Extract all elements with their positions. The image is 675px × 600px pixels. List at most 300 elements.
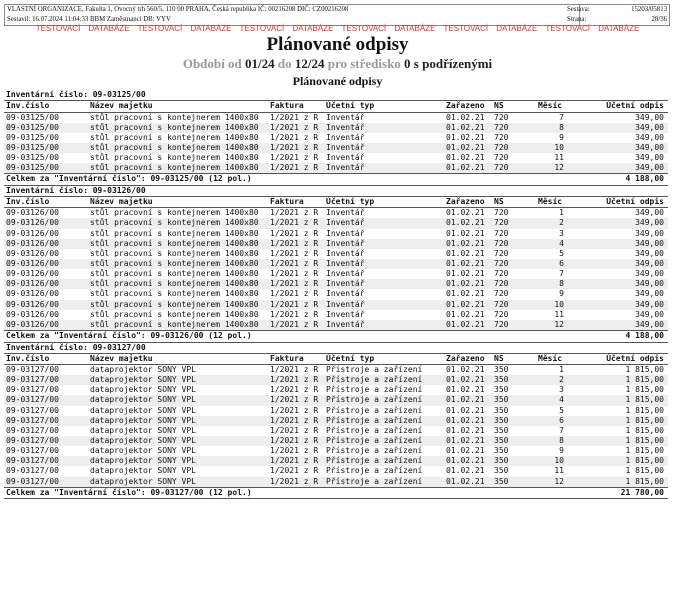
table-header [4, 353, 668, 366]
group-label: Inventární číslo: 09-03127/00 [6, 342, 146, 352]
header-right [567, 5, 667, 24]
depreciation-amount-cell: 1 815,00 [625, 476, 664, 486]
column-header: Inv.číslo [6, 353, 50, 363]
depreciation-amount-cell: 349,00 [635, 319, 664, 329]
asset-group [4, 343, 668, 500]
accounting-type-cell: Přístroje a zařízení [326, 415, 423, 425]
month-cell: 10 [554, 142, 564, 152]
asset-name-cell: stůl pracovní s kontejnerem 1400x80 [90, 122, 259, 132]
invoice-cell: 1/2021 z R [270, 375, 319, 385]
cost-center-code-cell: 720 [494, 142, 509, 152]
group-total-label: Celkem za "Inventární číslo": 09-03126/00 (12 pol.) [6, 331, 252, 341]
invoice-cell: 1/2021 z R [270, 395, 319, 405]
month-cell: 11 [554, 153, 564, 163]
cost-center-code-cell: 350 [494, 446, 509, 456]
cost-center-code-cell: 720 [494, 319, 509, 329]
placed-date-cell: 01.02.21 [446, 309, 485, 319]
column-header: Zařazeno [446, 101, 485, 110]
asset-name-cell: stůl pracovní s kontejnerem 1400x80 [90, 153, 259, 163]
month-cell: 6 [559, 415, 564, 425]
cost-center-code-cell: 720 [494, 259, 509, 269]
depreciation-amount-cell: 349,00 [635, 248, 664, 258]
asset-name-cell: dataprojektor SONY VPL [90, 456, 196, 466]
inv-number-cell: 09-03125/00 [6, 122, 59, 132]
month-cell: 7 [559, 112, 564, 122]
group-total-row [4, 174, 668, 186]
accounting-type-cell: Přístroje a zařízení [326, 466, 423, 476]
asset-name-cell: dataprojektor SONY VPL [90, 395, 196, 405]
table-row [4, 239, 668, 249]
cost-center-code-cell: 350 [494, 375, 509, 385]
depreciation-amount-cell: 1 815,00 [625, 405, 664, 415]
inv-number-cell: 09-03126/00 [6, 299, 59, 309]
inv-number-cell: 09-03127/00 [6, 466, 59, 476]
table-row [4, 320, 668, 330]
invoice-cell: 1/2021 z R [270, 238, 319, 248]
month-cell: 9 [559, 289, 564, 299]
invoice-cell: 1/2021 z R [270, 259, 319, 269]
invoice-cell: 1/2021 z R [270, 163, 319, 173]
placed-date-cell: 01.02.21 [446, 319, 485, 329]
report-header [4, 4, 670, 26]
placed-date-cell: 01.02.21 [446, 436, 485, 446]
asset-name-cell: stůl pracovní s kontejnerem 1400x80 [90, 238, 259, 248]
accounting-type-cell: Inventář [326, 248, 365, 258]
cost-center-code-cell: 350 [494, 476, 509, 486]
report-period [0, 56, 675, 72]
placed-date-cell: 01.02.21 [446, 446, 485, 456]
table-row [4, 218, 668, 228]
accounting-type-cell: Přístroje a zařízení [326, 395, 423, 405]
depreciation-amount-cell: 349,00 [635, 142, 664, 152]
invoice-cell: 1/2021 z R [270, 365, 319, 375]
period-text-2: do [274, 56, 295, 71]
accounting-type-cell: Přístroje a zařízení [326, 436, 423, 446]
accounting-type-cell: Inventář [326, 163, 365, 173]
placed-date-cell: 01.02.21 [446, 132, 485, 142]
asset-name-cell: stůl pracovní s kontejnerem 1400x80 [90, 208, 259, 218]
month-cell: 4 [559, 395, 564, 405]
accounting-type-cell: Inventář [326, 309, 365, 319]
column-header: Faktura [270, 353, 304, 363]
accounting-type-cell: Přístroje a zařízení [326, 425, 423, 435]
cost-center-code-cell: 720 [494, 289, 509, 299]
asset-group [4, 90, 668, 186]
table-row [4, 113, 668, 123]
cost-center-code-cell: 350 [494, 456, 509, 466]
column-header: Inv.číslo [6, 196, 50, 206]
invoice-cell: 1/2021 z R [270, 208, 319, 218]
invoice-cell: 1/2021 z R [270, 476, 319, 486]
accounting-type-cell: Přístroje a zařízení [326, 446, 423, 456]
month-cell: 8 [559, 436, 564, 446]
group-label: Inventární číslo: 09-03125/00 [6, 90, 146, 99]
cost-center-code-cell: 350 [494, 466, 509, 476]
accounting-type-cell: Inventář [326, 299, 365, 309]
month-cell: 9 [559, 132, 564, 142]
inv-number-cell: 09-03126/00 [6, 289, 59, 299]
table-row [4, 406, 668, 416]
column-header: Měsíc [538, 196, 563, 206]
table-row [4, 153, 668, 163]
cost-center-code-cell: 720 [494, 218, 509, 228]
table-body [4, 208, 668, 331]
asset-name-cell: stůl pracovní s kontejnerem 1400x80 [90, 259, 259, 269]
month-cell: 12 [554, 163, 564, 173]
invoice-cell: 1/2021 z R [270, 299, 319, 309]
period-text-1: Období od [182, 56, 245, 71]
asset-name-cell: stůl pracovní s kontejnerem 1400x80 [90, 299, 259, 309]
accounting-type-cell: Inventář [326, 228, 365, 238]
placed-date-cell: 01.02.21 [446, 425, 485, 435]
table-row [4, 446, 668, 456]
month-cell: 12 [554, 476, 564, 486]
table-row [4, 416, 668, 426]
invoice-cell: 1/2021 z R [270, 456, 319, 466]
invoice-cell: 1/2021 z R [270, 446, 319, 456]
table-header [4, 100, 668, 113]
depreciation-amount-cell: 1 815,00 [625, 466, 664, 476]
table-row [4, 259, 668, 269]
table-row [4, 279, 668, 289]
invoice-cell: 1/2021 z R [270, 112, 319, 122]
asset-name-cell: dataprojektor SONY VPL [90, 476, 196, 486]
cost-center-code-cell: 350 [494, 365, 509, 375]
column-header: Inv.číslo [6, 101, 50, 110]
group-total-amount: 4 188,00 [625, 331, 664, 341]
column-header: Účetní odpis [606, 101, 664, 110]
table-row [4, 208, 668, 218]
placed-date-cell: 01.02.21 [446, 122, 485, 132]
month-cell: 3 [559, 228, 564, 238]
invoice-cell: 1/2021 z R [270, 122, 319, 132]
column-header: Faktura [270, 101, 304, 110]
table-row [4, 289, 668, 299]
asset-name-cell: stůl pracovní s kontejnerem 1400x80 [90, 132, 259, 142]
column-header: NS [494, 196, 504, 206]
asset-name-cell: dataprojektor SONY VPL [90, 365, 196, 375]
inv-number-cell: 09-03125/00 [6, 132, 59, 142]
placed-date-cell: 01.02.21 [446, 289, 485, 299]
invoice-cell: 1/2021 z R [270, 289, 319, 299]
asset-name-cell: stůl pracovní s kontejnerem 1400x80 [90, 309, 259, 319]
report-body [4, 90, 668, 499]
depreciation-amount-cell: 349,00 [635, 112, 664, 122]
table-body [4, 113, 668, 175]
placed-date-cell: 01.02.21 [446, 375, 485, 385]
month-cell: 7 [559, 269, 564, 279]
placed-date-cell: 01.02.21 [446, 405, 485, 415]
column-header: Měsíc [538, 101, 563, 110]
month-cell: 8 [559, 279, 564, 289]
depreciation-amount-cell: 349,00 [635, 153, 664, 163]
table-row [4, 436, 668, 446]
test-database-banner: TESTOVACÍ DATABÁZE TESTOVACÍ DATABÁZE TESTOVACÍ DATABÁZE TESTOVACÍ DATABÁZE TESTOVACÍ DATABÁZE TESTOVACÍ DATABÁZE [35, 24, 640, 33]
depreciation-amount-cell: 349,00 [635, 289, 664, 299]
month-cell: 6 [559, 259, 564, 269]
inv-number-cell: 09-03127/00 [6, 456, 59, 466]
month-cell: 11 [554, 309, 564, 319]
accounting-type-cell: Přístroje a zařízení [326, 456, 423, 466]
inv-number-cell: 09-03127/00 [6, 375, 59, 385]
inv-number-cell: 09-03125/00 [6, 142, 59, 152]
cost-center-code-cell: 720 [494, 163, 509, 173]
depreciation-amount-cell: 349,00 [635, 269, 664, 279]
month-cell: 11 [554, 466, 564, 476]
depreciation-amount-cell: 349,00 [635, 279, 664, 289]
inv-number-cell: 09-03126/00 [6, 238, 59, 248]
table-header [4, 196, 668, 209]
group-label: Inventární číslo: 09-03126/00 [6, 185, 146, 195]
depreciation-amount-cell: 349,00 [635, 132, 664, 142]
table-body [4, 365, 668, 488]
asset-name-cell: stůl pracovní s kontejnerem 1400x80 [90, 228, 259, 238]
period-text-3: pro středisko [324, 56, 405, 71]
table-row [4, 143, 668, 153]
period-to: 12/24 [294, 56, 325, 71]
sestava-value: 15203/05813 [631, 6, 667, 13]
table-row [4, 456, 668, 466]
table-row [4, 249, 668, 259]
asset-name-cell: stůl pracovní s kontejnerem 1400x80 [90, 289, 259, 299]
depreciation-amount-cell: 1 815,00 [625, 446, 664, 456]
placed-date-cell: 01.02.21 [446, 385, 485, 395]
group-total-amount: 21 780,00 [620, 487, 664, 497]
accounting-type-cell: Inventář [326, 142, 365, 152]
depreciation-amount-cell: 349,00 [635, 163, 664, 173]
placed-date-cell: 01.02.21 [446, 395, 485, 405]
month-cell: 9 [559, 446, 564, 456]
header-left [7, 5, 348, 24]
month-cell: 7 [559, 425, 564, 435]
asset-name-cell: stůl pracovní s kontejnerem 1400x80 [90, 269, 259, 279]
placed-date-cell: 01.02.21 [446, 208, 485, 218]
depreciation-amount-cell: 1 815,00 [625, 456, 664, 466]
asset-name-cell: dataprojektor SONY VPL [90, 446, 196, 456]
asset-name-cell: dataprojektor SONY VPL [90, 375, 196, 385]
placed-date-cell: 01.02.21 [446, 238, 485, 248]
depreciation-amount-cell: 349,00 [635, 228, 664, 238]
placed-date-cell: 01.02.21 [446, 476, 485, 486]
placed-date-cell: 01.02.21 [446, 456, 485, 466]
month-cell: 10 [554, 299, 564, 309]
invoice-cell: 1/2021 z R [270, 309, 319, 319]
month-cell: 2 [559, 375, 564, 385]
cost-center-code-cell: 350 [494, 385, 509, 395]
inv-number-cell: 09-03126/00 [6, 228, 59, 238]
inv-number-cell: 09-03127/00 [6, 385, 59, 395]
accounting-type-cell: Inventář [326, 319, 365, 329]
accounting-type-cell: Přístroje a zařízení [326, 476, 423, 486]
inv-number-cell: 09-03126/00 [6, 208, 59, 218]
invoice-cell: 1/2021 z R [270, 385, 319, 395]
accounting-type-cell: Inventář [326, 238, 365, 248]
depreciation-amount-cell: 1 815,00 [625, 436, 664, 446]
period-from: 01/24 [244, 56, 275, 71]
column-header: Zařazeno [446, 196, 485, 206]
cost-center-code-cell: 720 [494, 153, 509, 163]
invoice-cell: 1/2021 z R [270, 425, 319, 435]
month-cell: 12 [554, 319, 564, 329]
table-row [4, 310, 668, 320]
table-row [4, 365, 668, 375]
cost-center-code-cell: 720 [494, 309, 509, 319]
table-row [4, 229, 668, 239]
column-header: Účetní typ [326, 101, 375, 110]
depreciation-amount-cell: 349,00 [635, 218, 664, 228]
accounting-type-cell: Přístroje a zařízení [326, 405, 423, 415]
asset-name-cell: dataprojektor SONY VPL [90, 466, 196, 476]
month-cell: 10 [554, 456, 564, 466]
asset-name-cell: stůl pracovní s kontejnerem 1400x80 [90, 248, 259, 258]
accounting-type-cell: Inventář [326, 122, 365, 132]
inv-number-cell: 09-03126/00 [6, 309, 59, 319]
column-header: Zařazeno [446, 353, 485, 363]
accounting-type-cell: Inventář [326, 132, 365, 142]
depreciation-amount-cell: 1 815,00 [625, 425, 664, 435]
cost-center: 0 s podřízenými [404, 56, 493, 71]
asset-name-cell: dataprojektor SONY VPL [90, 385, 196, 395]
table-row [4, 300, 668, 310]
inv-number-cell: 09-03126/00 [6, 269, 59, 279]
invoice-cell: 1/2021 z R [270, 436, 319, 446]
column-header: NS [494, 353, 504, 363]
accounting-type-cell: Přístroje a zařízení [326, 365, 423, 375]
cost-center-code-cell: 350 [494, 425, 509, 435]
table-row [4, 133, 668, 143]
inv-number-cell: 09-03126/00 [6, 259, 59, 269]
cost-center-code-cell: 350 [494, 405, 509, 415]
column-header: Faktura [270, 196, 304, 206]
table-row [4, 375, 668, 385]
inv-number-cell: 09-03127/00 [6, 395, 59, 405]
month-cell: 3 [559, 385, 564, 395]
depreciation-amount-cell: 349,00 [635, 259, 664, 269]
organization-line: VLASTNÍ ORGANIZACE, Fakulta 1, Ovocný trh 560/5, 110 00 PRAHA, Česká republika IČ: 00216208 DIČ: CZ00216208 [7, 6, 349, 13]
inv-number-cell: 09-03125/00 [6, 153, 59, 163]
invoice-cell: 1/2021 z R [270, 132, 319, 142]
inv-number-cell: 09-03127/00 [6, 365, 59, 375]
invoice-cell: 1/2021 z R [270, 405, 319, 415]
placed-date-cell: 01.02.21 [446, 365, 485, 375]
table-row [4, 269, 668, 279]
inv-number-cell: 09-03126/00 [6, 248, 59, 258]
table-row [4, 477, 668, 487]
sestava-label: Sestava: [567, 6, 590, 13]
month-cell: 5 [559, 248, 564, 258]
placed-date-cell: 01.02.21 [446, 112, 485, 122]
cost-center-code-cell: 720 [494, 122, 509, 132]
month-cell: 8 [559, 122, 564, 132]
accounting-type-cell: Inventář [326, 279, 365, 289]
table-row [4, 123, 668, 133]
invoice-cell: 1/2021 z R [270, 466, 319, 476]
inv-number-cell: 09-03127/00 [6, 405, 59, 415]
depreciation-amount-cell: 349,00 [635, 208, 664, 218]
group-total-amount: 4 188,00 [625, 174, 664, 184]
depreciation-amount-cell: 349,00 [635, 309, 664, 319]
inv-number-cell: 09-03127/00 [6, 446, 59, 456]
table-row [4, 395, 668, 405]
placed-date-cell: 01.02.21 [446, 279, 485, 289]
month-cell: 2 [559, 218, 564, 228]
inv-number-cell: 09-03125/00 [6, 163, 59, 173]
depreciation-amount-cell: 1 815,00 [625, 375, 664, 385]
asset-name-cell: stůl pracovní s kontejnerem 1400x80 [90, 112, 259, 122]
placed-date-cell: 01.02.21 [446, 415, 485, 425]
column-header: NS [494, 101, 504, 110]
inv-number-cell: 09-03126/00 [6, 279, 59, 289]
invoice-cell: 1/2021 z R [270, 248, 319, 258]
page-number: 28/36 [651, 15, 667, 23]
inv-number-cell: 09-03127/00 [6, 476, 59, 486]
inv-number-cell: 09-03127/00 [6, 436, 59, 446]
cost-center-code-cell: 720 [494, 132, 509, 142]
accounting-type-cell: Inventář [326, 153, 365, 163]
group-total-row [4, 488, 668, 500]
column-header: Účetní odpis [606, 353, 664, 363]
depreciation-amount-cell: 1 815,00 [625, 385, 664, 395]
invoice-cell: 1/2021 z R [270, 142, 319, 152]
accounting-type-cell: Inventář [326, 259, 365, 269]
cost-center-code-cell: 720 [494, 208, 509, 218]
cost-center-code-cell: 350 [494, 415, 509, 425]
invoice-cell: 1/2021 z R [270, 319, 319, 329]
cost-center-code-cell: 720 [494, 228, 509, 238]
group-total-label: Celkem za "Inventární číslo": 09-03127/00 (12 pol.) [6, 487, 252, 497]
accounting-type-cell: Inventář [326, 218, 365, 228]
asset-name-cell: stůl pracovní s kontejnerem 1400x80 [90, 142, 259, 152]
created-line: Sestavil: 16.07.2024 11:04:33 BBM Zaměstnanci DB: VYV [7, 15, 171, 23]
cost-center-code-cell: 720 [494, 248, 509, 258]
table-row [4, 426, 668, 436]
accounting-type-cell: Inventář [326, 208, 365, 218]
month-cell: 4 [559, 238, 564, 248]
invoice-cell: 1/2021 z R [270, 228, 319, 238]
asset-group [4, 186, 668, 343]
depreciation-amount-cell: 1 815,00 [625, 365, 664, 375]
accounting-type-cell: Inventář [326, 269, 365, 279]
column-header: Název majetku [90, 196, 153, 206]
placed-date-cell: 01.02.21 [446, 269, 485, 279]
asset-name-cell: stůl pracovní s kontejnerem 1400x80 [90, 279, 259, 289]
invoice-cell: 1/2021 z R [270, 153, 319, 163]
placed-date-cell: 01.02.21 [446, 466, 485, 476]
asset-name-cell: dataprojektor SONY VPL [90, 405, 196, 415]
invoice-cell: 1/2021 z R [270, 218, 319, 228]
placed-date-cell: 01.02.21 [446, 299, 485, 309]
month-cell: 1 [559, 365, 564, 375]
report-title: Plánované odpisy [266, 34, 409, 55]
depreciation-amount-cell: 1 815,00 [625, 395, 664, 405]
cost-center-code-cell: 720 [494, 269, 509, 279]
cost-center-code-cell: 720 [494, 238, 509, 248]
cost-center-code-cell: 720 [494, 279, 509, 289]
accounting-type-cell: Přístroje a zařízení [326, 385, 423, 395]
group-total-label: Celkem za "Inventární číslo": 09-03125/00 (12 pol.) [6, 174, 252, 184]
page-label: Strana: [567, 15, 587, 23]
table-row [4, 466, 668, 476]
column-header: Účetní typ [326, 196, 375, 206]
inv-number-cell: 09-03126/00 [6, 319, 59, 329]
depreciation-amount-cell: 349,00 [635, 122, 664, 132]
asset-name-cell: stůl pracovní s kontejnerem 1400x80 [90, 319, 259, 329]
inv-number-cell: 09-03127/00 [6, 425, 59, 435]
month-cell: 5 [559, 405, 564, 415]
cost-center-code-cell: 350 [494, 395, 509, 405]
table-row [4, 163, 668, 173]
accounting-type-cell: Přístroje a zařízení [326, 375, 423, 385]
